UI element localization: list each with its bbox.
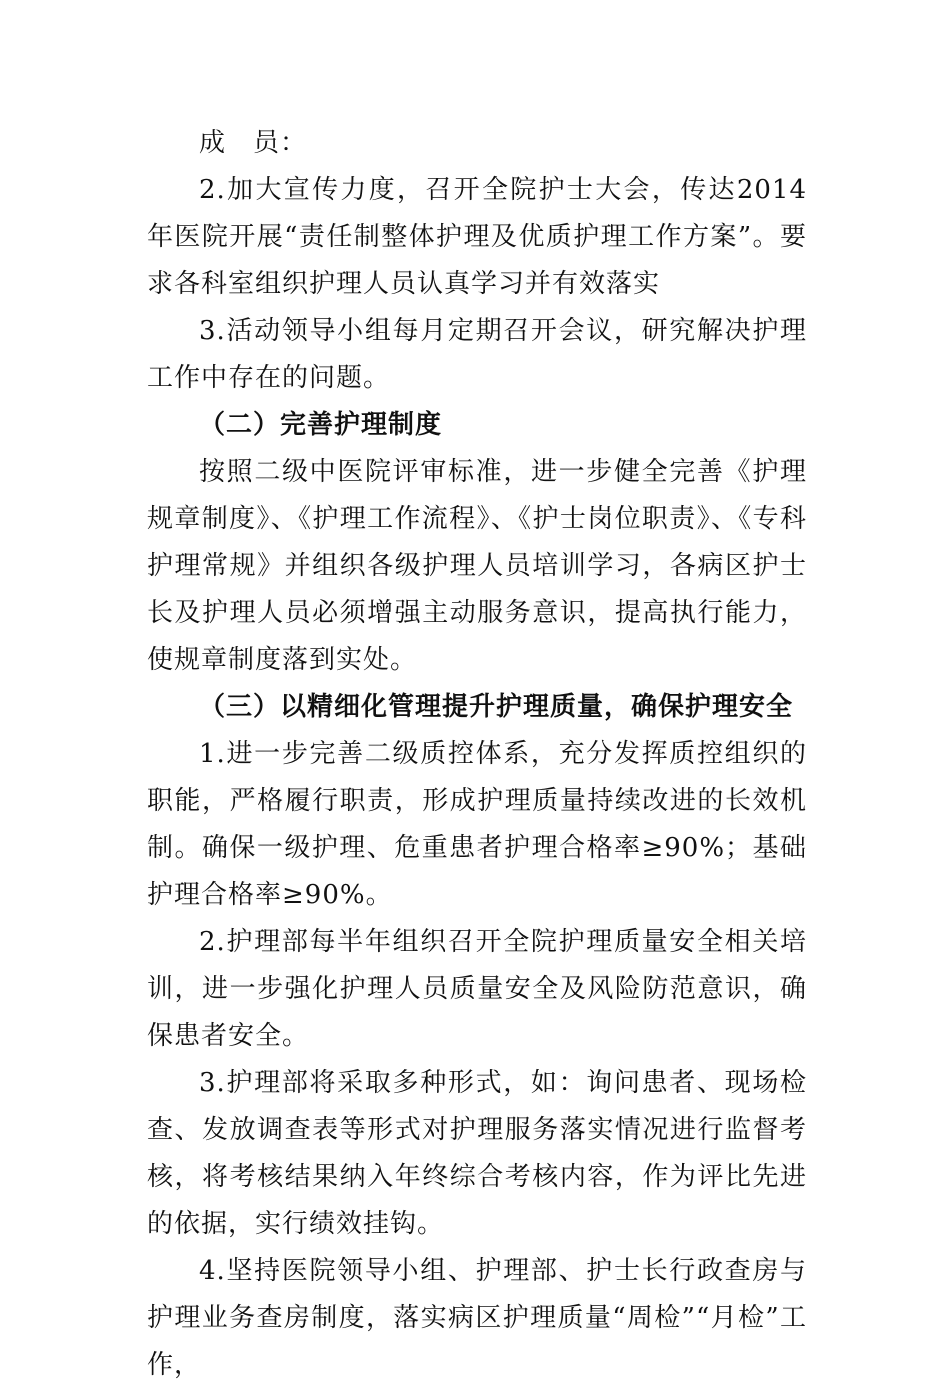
paragraph-item-1-quality-control: 1.进一步完善二级质控体系，充分发挥质控组织的职能，严格履行职责，形成护理质量持续改进的长效机制。确保一级护理、危重患者护理合格率≥90%；基础护理合格率≥90%。 <box>147 739 807 910</box>
paragraph-nursing-system: 按照二级中医院评审标准，进一步健全完善《护理规章制度》、《护理工作流程》、《护士岗位职责》、《专科护理常规》并组织各级护理人员培训学习，各病区护士长及护理人员必须增强主动服务意识，提高执行能力，使规章制度落到实处。 <box>147 457 807 675</box>
paragraph-item-3-assessment: 3.护理部将采取多种形式，如：询问患者、现场检查、发放调查表等形式对护理服务落实情况进行监督考核，将考核结果纳入年终综合考核内容，作为评比先进的依据，实行绩效挂钩。 <box>147 1068 807 1239</box>
section-heading-2: （二）完善护理制度 <box>199 410 443 440</box>
paragraph-item-3-meetings: 3.活动领导小组每月定期召开会议，研究解决护理工作中存在的问题。 <box>147 316 807 393</box>
members-label: 成 员： <box>199 128 308 158</box>
document-body <box>147 120 807 1389</box>
paragraph-item-4-ward-rounds: 4.坚持医院领导小组、护理部、护士长行政查房与护理业务查房制度，落实病区护理质量“周检”“月检”工作， <box>147 1256 807 1380</box>
paragraph-item-2-training: 2.护理部每半年组织召开全院护理质量安全相关培训，进一步强化护理人员质量安全及风险防范意识，确保患者安全。 <box>147 927 807 1051</box>
section-heading-3: （三）以精细化管理提升护理质量，确保护理安全 <box>199 692 794 722</box>
paragraph-item-2-publicity: 2.加大宣传力度，召开全院护士大会，传达2014年医院开展“责任制整体护理及优质护理工作方案”。要求各科室组织护理人员认真学习并有效落实 <box>147 175 807 299</box>
